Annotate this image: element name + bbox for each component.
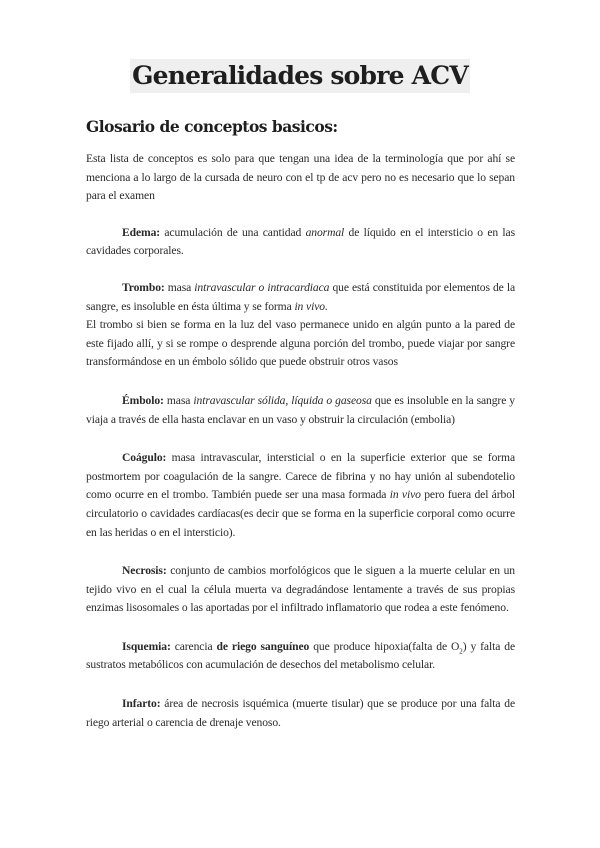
necrosis-text-1: conjunto de cambios morfológicos que le siguen a la muerte celular en un tejido vivo en el cual la célula muerta va degradándose lentamente a través de sus propias enzimas lisosomales o las aportadas por el infiltrado inflamatorio que rodea a este fenómeno.	[86, 564, 515, 615]
trombo-text-2: que está constituida por elementos de la sangre, es insoluble en ésta última y se forma	[86, 280, 515, 313]
glossary-entry-coagulo	[86, 449, 515, 542]
document-title-text: Generalidades sobre ACV	[130, 59, 470, 93]
term-necrosis: Necrosis:	[122, 564, 167, 578]
glossary-entry-embolo	[86, 392, 515, 429]
coagulo-text-2: pero fuera del árbol circulatorio o cavidades cardíacas(es decir que se forma en la superficie corporal como ocurre en las heridas o en el intersticio).	[86, 488, 516, 539]
section-title: Glosario de conceptos basicos:	[86, 117, 338, 136]
coagulo-italic-1: in vivo	[389, 488, 421, 502]
glossary-entry-edema	[86, 224, 515, 261]
infarto-text-1: área de necrosis isquémica (muerte tisular) que se produce por una falta de riego arterial o carencia de drenaje venoso.	[86, 697, 515, 729]
term-coagulo: Coágulo:	[122, 451, 167, 465]
trombo-text-1: masa	[164, 280, 195, 294]
embolo-text-2: que es insoluble en la sangre y viaja a través de ella hasta enclavar en un vaso y obstruir la circulación (embolia)	[86, 393, 515, 426]
term-embolo: Émbolo:	[122, 393, 164, 407]
document-title	[0, 55, 600, 93]
trombo-continuation: El trombo si bien se forma en la luz del vaso permanece unido en algún punto a la pared de este fijado allí, y si se rompe o desprende alguna porción del trombo, puede viajar por sangre transformándose en un émbolo sólido que puede obstruir otros vasos	[86, 318, 515, 369]
isquemia-text-2: que produce hipoxia(falta de O	[309, 639, 460, 653]
trombo-italic-2: in vivo.	[294, 299, 328, 313]
edema-text-2: de líquido en el intersticio o en las cavidades corporales.	[86, 225, 515, 258]
glossary-entry-necrosis	[86, 562, 515, 618]
edema-italic-1: anormal	[305, 225, 345, 239]
glossary-entry-isquemia	[86, 638, 515, 675]
intro-paragraph: Esta lista de conceptos es solo para que tengan una idea de la terminología que por ahí se menciona a lo largo de la cursada de neuro con el tp de acv pero no es necesario que lo sepan para el examen	[86, 152, 515, 203]
embolo-italic-1: intravascular sólida, líquida o gaseosa	[193, 393, 372, 407]
term-edema: Edema:	[122, 225, 161, 239]
term-isquemia: Isquemia:	[122, 639, 171, 653]
document-body	[86, 150, 515, 732]
trombo-italic-1: intravascular o intracardiaca	[194, 280, 330, 294]
coagulo-text-1: masa intravascular, intersticial o en la superficie exterior que se forma postmortem por coagulación de la sangre. Carece de fibrina y no hay unión al subendotelio como ocurre en el trombo. También puede ser una masa formada	[86, 451, 515, 502]
term-trombo: Trombo:	[122, 280, 165, 294]
isquemia-subscript: 2	[459, 647, 463, 656]
isquemia-bold-1: de riego sanguíneo	[216, 639, 310, 653]
isquemia-text-3: ) y falta de sustratos metabólicos con acumulación de desechos del metabolismo celular.	[86, 639, 515, 672]
glossary-entry-trombo	[86, 279, 515, 316]
embolo-text-1: masa	[163, 393, 194, 407]
edema-text-1: acumulación de una cantidad	[160, 225, 306, 239]
isquemia-text-1: carencia	[170, 639, 217, 653]
term-infarto: Infarto:	[122, 697, 161, 711]
glossary-entry-infarto	[86, 695, 515, 732]
